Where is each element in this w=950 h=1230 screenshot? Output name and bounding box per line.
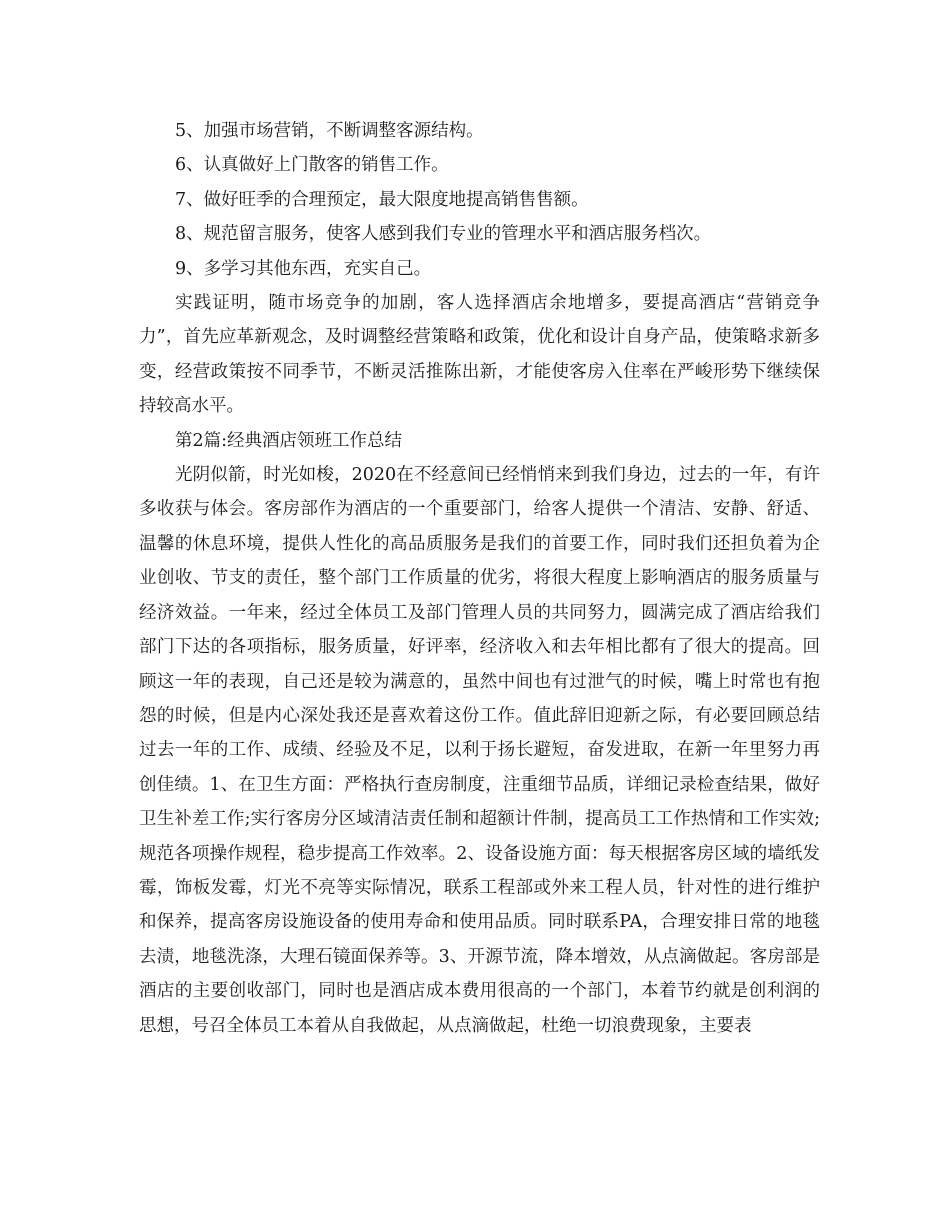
document-body bbox=[139, 114, 820, 1043]
list-item: 9、多学习其他东西，充实自己。 bbox=[175, 258, 432, 279]
list-item: 6、认真做好上门散客的销售工作。 bbox=[175, 155, 449, 176]
list-item: 7、做好旺季的合理预定，最大限度地提高销售售额。 bbox=[175, 189, 589, 210]
list-item: 8、规范留言服务，使客人感到我们专业的管理水平和酒店服务档次。 bbox=[175, 224, 712, 245]
paragraph-conclusion: 实践证明，随市场竞争的加剧，客人选择酒店余地增多，要提高酒店“营销竞争力”，首先应革新观念，及时调整经营策略和政策，优化和设计自身产品，使策略求新多变，经营政策按不同季节，不断灵活推陈出新，才能使客房入住率在严峻形势下继续保持较高水平。 bbox=[139, 293, 820, 417]
section-heading: 第2篇:经典酒店领班工作总结 bbox=[175, 430, 403, 451]
paragraph-summary: 光阴似箭，时光如梭，2020在不经意间已经悄悄来到我们身边，过去的一年，有许多收获与体会。客房部作为酒店的一个重要部门，给客人提供一个清洁、安静、舒适、温馨的休息环境，提供人性化的高品质服务是我们的首要工作，同时我们还担负着为企业创收、节支的责任，整个部门工作质量的优劣，将很大程度上影响酒店的服务质量与经济效益。一年来，经过全体员工及部门管理人员的共同努力，圆满完成了酒店给我们部门下达的各项指标，服务质量，好评率，经济收入和去年相比都有了很大的提高。回顾这一年的表现，自己还是较为满意的，虽然中间也有过泄气的时候，嘴上时常也有抱怨的时候，但是内心深处我还是喜欢着这份工作。值此辞旧迎新之际，有必要回顾总结过去一年的工作、成绩、经验及不足，以利于扬长避短，奋发进取，在新一年里努力再创佳绩。1、在卫生方面：严格执行查房制度，注重细节品质，详细记录检查结果，做好卫生补差工作;实行客房分区域清洁责任制和超额计件制，提高员工工作热情和工作实效;规范各项操作规程，稳步提高工作效率。2、设备设施方面：每天根据客房区域的墙纸发霉，饰板发霉，灯光不亮等实际情况，联系工程部或外来工程人员，针对性的进行维护和保养，提高客房设施设备的使用寿命和使用品质。同时联系PA，合理安排日常的地毯去渍，地毯洗涤，大理石镜面保养等。3、开源节流，降本增效，从点滴做起。客房部是酒店的主要创收部门，同时也是酒店成本费用很高的一个部门，本着节约就是创利润的思想，号召全体员工本着从自我做起，从点滴做起，杜绝一切浪费现象，主要表 bbox=[139, 465, 820, 1036]
list-item: 5、加强市场营销，不断调整客源结构。 bbox=[175, 121, 484, 141]
